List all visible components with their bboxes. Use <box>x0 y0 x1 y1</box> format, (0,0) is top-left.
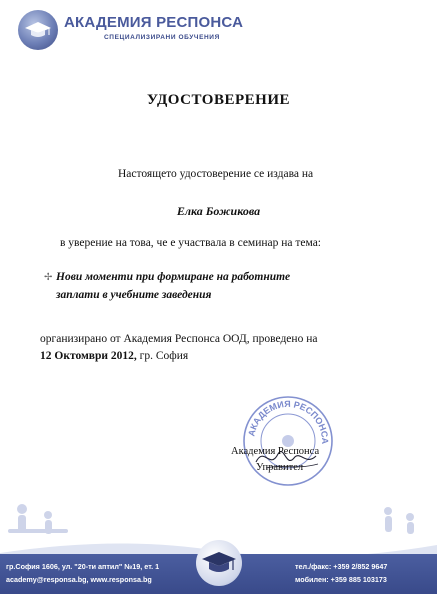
org-name: АКАДЕМИЯ РЕСПОНСА <box>64 14 244 31</box>
recipient-name: Елка Божикова <box>176 204 261 218</box>
signer-name: Академия Респонса <box>231 446 320 457</box>
svg-text:АКАДЕМИЯ РЕСПОНСА: АКАДЕМИЯ РЕСПОНСА <box>246 398 331 445</box>
footer-phone: тел./факс: +359 2/852 9647 <box>295 562 388 571</box>
event-city: гр. София <box>139 350 189 362</box>
signer-role: Управител <box>256 462 304 473</box>
bullet-icon: ✢ <box>44 272 53 283</box>
certificate-title: УДОСТОВЕРЕНИЕ <box>147 92 290 108</box>
footer-logo <box>196 540 242 586</box>
academy-logo <box>18 8 244 52</box>
org-subtitle: СПЕЦИАЛИЗИРАНИ ОБУЧЕНИЯ <box>104 34 220 41</box>
footer-mobile: мобилен: +359 885 103173 <box>295 575 387 584</box>
footer-email-web: academy@responsa.bg, www.responsa.bg <box>6 575 152 584</box>
graduation-cap-icon <box>196 540 242 586</box>
issued-to-line: Настоящето удостоверение се издава на <box>118 168 314 180</box>
footer-address: гр.София 1606, ул. "20-ти аптил" №19, ет. 1 <box>6 562 160 571</box>
date-line <box>40 350 188 362</box>
topic-line-2: заплати в учебните заведения <box>56 289 212 301</box>
topic-line-1: Нови моменти при формиране на работните <box>56 271 291 283</box>
graduation-cap-icon <box>24 20 52 40</box>
event-date: 12 Октомври 2012, <box>40 350 137 362</box>
organizer-line: организирано от Академия Респонса ООД, проведено на <box>40 333 318 345</box>
attendance-line: в уверение на това, че е участвала в семинар на тема: <box>60 237 321 249</box>
